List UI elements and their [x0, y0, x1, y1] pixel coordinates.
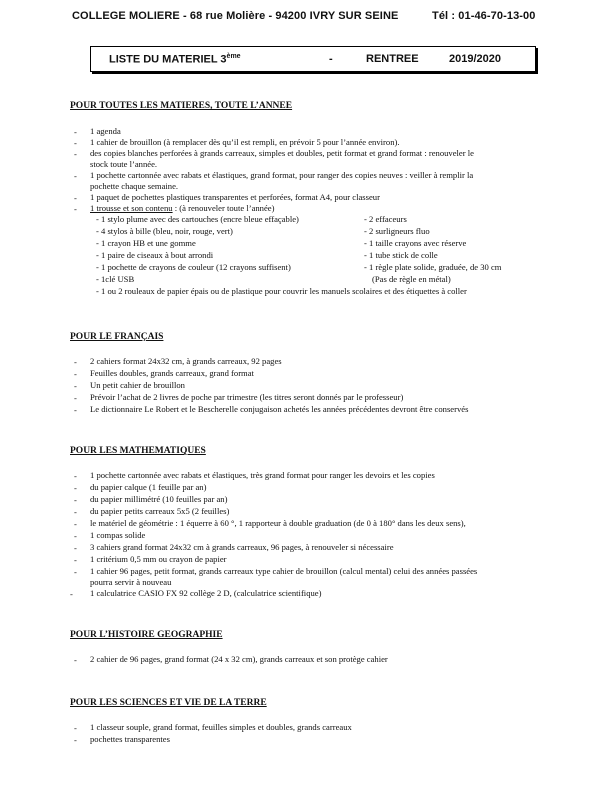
- school-phone: Tél : 01-46-70-13-00: [432, 10, 536, 22]
- bullet-dash: -: [74, 369, 77, 379]
- list-item: 1 classeur souple, grand format, feuilles simples et doubles, grands carreaux: [90, 722, 352, 732]
- bullet-dash: -: [74, 735, 77, 745]
- bullet-dash: -: [74, 507, 77, 517]
- bullet-dash: -: [70, 589, 73, 599]
- list-item: Un petit cahier de brouillon: [90, 380, 185, 390]
- bullet-dash: -: [74, 655, 77, 665]
- list-item: Feuilles doubles, grands carreaux, grand format: [90, 368, 254, 378]
- list-item: 1 cahier de brouillon (à remplacer dès qu’il est rempli, en prévoir 5 pour l’année environ).: [90, 137, 400, 147]
- bullet-dash: -: [74, 357, 77, 367]
- list-item: 1 calculatrice CASIO FX 92 collège 2 D, (calculatrice scientifique): [90, 588, 322, 598]
- section-title-francais: POUR LE FRANÇAIS: [70, 332, 164, 342]
- trousse-item: - 1 ou 2 rouleaux de papier épais ou de plastique pour couvrir les manuels scolaires et des étiquettes à coller: [96, 286, 467, 296]
- trousse-item: - 1 paire de ciseaux à bout arrondi: [96, 250, 214, 260]
- bullet-dash: -: [74, 555, 77, 565]
- title-superscript: ème: [226, 53, 241, 60]
- list-item: 1 agenda: [90, 126, 121, 136]
- list-title-box: [90, 46, 536, 72]
- trousse-item: - 2 surligneurs fluo: [364, 226, 430, 236]
- list-item: 2 cahiers format 24x32 cm, à grands carreaux, 92 pages: [90, 356, 282, 366]
- trousse-note: : (à renouveler toute l’année): [172, 203, 275, 213]
- list-item: du papier petits carreaux 5x5 (2 feuilles): [90, 506, 230, 516]
- bullet-dash: -: [74, 138, 77, 148]
- trousse-item: (Pas de règle en métal): [372, 274, 451, 284]
- trousse-item: - 1 taille crayons avec réserve: [364, 238, 467, 248]
- list-item: des copies blanches perforées à grands carreaux, simples et doubles, petit format et grand format : renouveler le: [90, 148, 474, 158]
- list-item: 1 pochette cartonnée avec rabats et élastiques, très grand format pour ranger les devoirs et les copies: [90, 470, 435, 480]
- title-rentree: RENTREE: [366, 53, 419, 65]
- list-item: Prévoir l’achat de 2 livres de poche par trimestre (les titres seront donnés par le professeur): [90, 392, 404, 402]
- bullet-dash: -: [74, 471, 77, 481]
- list-title: LISTE DU MATERIEL 3ème: [109, 53, 241, 66]
- bullet-dash: -: [74, 495, 77, 505]
- section-title-histoire: POUR L’HISTOIRE GEOGRAPHIE: [70, 630, 223, 640]
- list-item: stock toute l’année.: [90, 159, 158, 169]
- trousse-item: - 1 crayon HB et une gomme: [96, 238, 196, 248]
- bullet-dash: -: [74, 543, 77, 553]
- trousse-item: - 4 stylos à bille (bleu, noir, rouge, vert): [96, 226, 233, 236]
- trousse-item: - 2 effaceurs: [364, 214, 407, 224]
- list-item: du papier calque (1 feuille par an): [90, 482, 207, 492]
- school-header: [72, 10, 572, 22]
- bullet-dash: -: [74, 193, 77, 203]
- bullet-dash: -: [74, 381, 77, 391]
- section-title-maths: POUR LES MATHEMATIQUES: [70, 446, 206, 456]
- list-item: 1 compas solide: [90, 530, 146, 540]
- list-item: pochettes transparentes: [90, 734, 170, 744]
- trousse-item: - 1clé USB: [96, 274, 135, 284]
- list-item: 1 critérium 0,5 mm ou crayon de papier: [90, 554, 227, 564]
- trousse-item: - 1 règle plate solide, graduée, de 30 cm: [364, 262, 502, 272]
- bullet-dash: -: [74, 483, 77, 493]
- trousse-heading: 1 trousse et son contenu: [90, 203, 173, 213]
- bullet-dash: -: [74, 723, 77, 733]
- section-title-svt: POUR LES SCIENCES ET VIE DE LA TERRE: [70, 698, 267, 708]
- list-item: 2 cahier de 96 pages, grand format (24 x 32 cm), grands carreaux et son protège cahier: [90, 654, 388, 664]
- bullet-dash: -: [74, 531, 77, 541]
- list-item: pourra servir à nouveau: [90, 577, 172, 587]
- list-item: Le dictionnaire Le Robert et le Bescherelle conjugaison achetés les années précédentes devront être conservés: [90, 404, 469, 414]
- trousse-item: - 1 pochette de crayons de couleur (12 crayons suffisent): [96, 262, 291, 272]
- bullet-dash: -: [74, 393, 77, 403]
- bullet-dash: -: [74, 127, 77, 137]
- bullet-dash: -: [74, 149, 77, 159]
- bullet-dash: -: [74, 519, 77, 529]
- bullet-dash: -: [74, 171, 77, 181]
- title-year: 2019/2020: [449, 53, 501, 65]
- list-item: 1 cahier 96 pages, petit format, grands carreaux type cahier de brouillon (calcul mental) celui des années passées: [90, 566, 478, 576]
- title-dash: -: [329, 53, 333, 65]
- bullet-dash: -: [74, 204, 77, 214]
- list-item: pochette chaque semaine.: [90, 181, 179, 191]
- list-item: du papier millimétré (10 feuilles par an): [90, 494, 228, 504]
- trousse-item: - 1 stylo plume avec des cartouches (encre bleue effaçable): [96, 214, 299, 224]
- list-item: le matériel de géométrie : 1 équerre à 60 °, 1 rapporteur à double graduation (de 0 à 180° dans les deux sens),: [90, 518, 466, 528]
- list-item: 1 paquet de pochettes plastiques transparentes et perforées, format A4, pour classeur: [90, 192, 380, 202]
- bullet-dash: -: [74, 405, 77, 415]
- bullet-dash: -: [74, 567, 77, 577]
- trousse-item: - 1 tube stick de colle: [364, 250, 438, 260]
- list-item: 3 cahiers grand format 24x32 cm à grands carreaux, 96 pages, à renouveler si nécessaire: [90, 542, 394, 552]
- school-address: COLLEGE MOLIERE - 68 rue Molière - 94200 IVRY SUR SEINE: [72, 10, 399, 22]
- list-item: 1 pochette cartonnée avec rabats et élastiques, grand format, pour ranger des copies neuves : veiller à remplir la: [90, 170, 474, 180]
- section-title-all-subjects: POUR TOUTES LES MATIERES, TOUTE L’ANNEE: [70, 101, 293, 111]
- list-item-trousse: [90, 203, 274, 214]
